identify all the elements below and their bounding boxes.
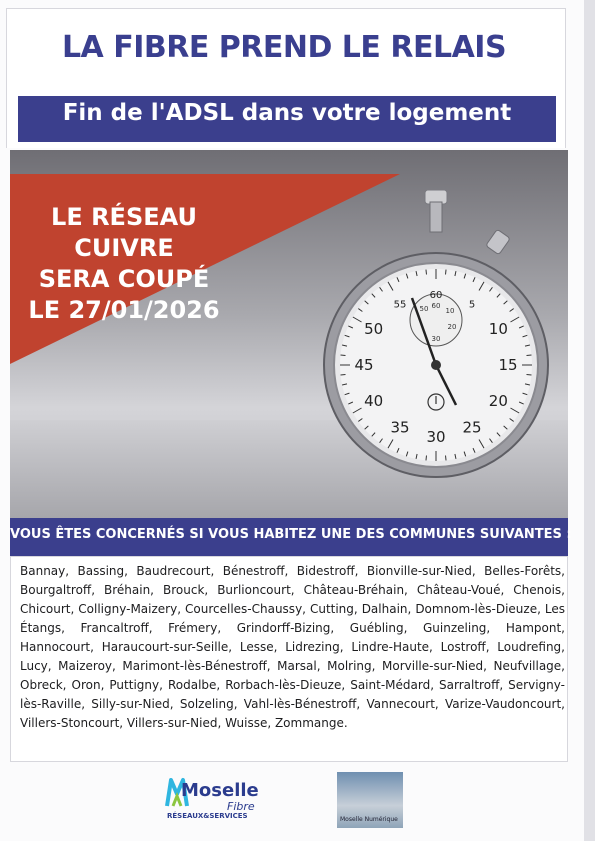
page-title: LA FIBRE PREND LE RELAIS bbox=[61, 30, 507, 65]
subdial-number: 50 bbox=[419, 305, 429, 313]
communes-list: Bannay, Bassing, Baudrecourt, Bénestroff, Bidestroff, Bionville-sur-Nied, Belles-Forêts, Bourgaltroff, Bréhain, Brouck, Burlioncourt, Château-Bréhain, Château-Voué, Chenois, Chicourt, Colligny-Maizery, Courcelles-Chaussy, Cutting, Dalhain, Domnom-lès-Dieuze, Les Étangs, Francaltroff, Frémery, Grindorff-Bizing, Guébling, Guinzeling, Hampont, Hannocourt, Haraucourt-sur-Seille, Lesse, Lidrezing, Lindre-Haute, Lostroff, Loudrefing, Lucy, Maizeroy, Marimont-lès-Bénestroff, Marsal, Molring, Morville-sur-Nied, Neufvillage, Obreck, Oron, Puttigny, Rodalbe, Rorbach-lès-Dieuze, Saint-Médard, Sarraltroff, Servigny-lès-Raville, Silly-sur-Nied, Solzeling, Vahl-lès-Bénestroff, Vannecourt, Varize-Vaudoncourt, Villers-Stoncourt, Villers-sur-Nied, Wuisse, Zommange. bbox=[20, 564, 565, 730]
dial-tick bbox=[446, 270, 447, 275]
page-edge bbox=[584, 0, 595, 841]
subdial-number: 60 bbox=[431, 302, 441, 310]
hero-image bbox=[10, 150, 568, 518]
cut-notice-line-4: LE 27/01/2026 bbox=[28, 296, 220, 324]
dial-tick bbox=[527, 355, 532, 356]
dial-number: 5 bbox=[468, 299, 476, 311]
dial-tick bbox=[426, 270, 427, 275]
stopwatch-icon bbox=[310, 190, 560, 490]
dial-tick bbox=[426, 456, 427, 461]
dial-number: 15 bbox=[498, 356, 518, 374]
cut-notice-line-1: LE RÉSEAU bbox=[51, 203, 197, 231]
dial-number: 45 bbox=[354, 356, 374, 374]
dial-number: 30 bbox=[426, 428, 446, 446]
subdial-number: 10 bbox=[445, 307, 455, 315]
logo1-name: Moselle bbox=[181, 780, 259, 801]
dial-number: 10 bbox=[488, 320, 508, 338]
dial-tick bbox=[341, 375, 346, 376]
dial-number: 50 bbox=[364, 320, 384, 338]
dial-number: 60 bbox=[429, 290, 443, 301]
logo1-sub: Fibre bbox=[227, 800, 255, 813]
logo1-tagline: RÉSEAUX&SERVICES bbox=[167, 812, 248, 820]
dial-number: 25 bbox=[462, 418, 482, 437]
cut-notice bbox=[24, 202, 224, 326]
dial-number: 35 bbox=[390, 418, 410, 437]
page-subtitle: Fin de l'ADSL dans votre logement bbox=[62, 100, 512, 126]
logo2-text: Moselle Numérique bbox=[340, 816, 398, 823]
dial-number: 55 bbox=[393, 299, 407, 311]
subdial-number: 30 bbox=[431, 335, 441, 343]
dial-tick bbox=[527, 375, 532, 376]
dial-number: 20 bbox=[488, 392, 508, 410]
cut-notice-line-3: SERA COUPÉ bbox=[38, 265, 210, 293]
moselle-fibre-logo bbox=[165, 772, 275, 828]
communes-title: VOUS ÊTES CONCERNÉS SI VOUS HABITEZ UNE DES COMMUNES SUIVANTES : bbox=[10, 527, 572, 542]
cut-notice-line-2: CUIVRE bbox=[74, 234, 174, 262]
subdial-number: 20 bbox=[447, 323, 457, 331]
dial-number: 40 bbox=[364, 392, 384, 410]
dial-tick bbox=[446, 456, 447, 461]
dial-tick bbox=[341, 355, 346, 356]
